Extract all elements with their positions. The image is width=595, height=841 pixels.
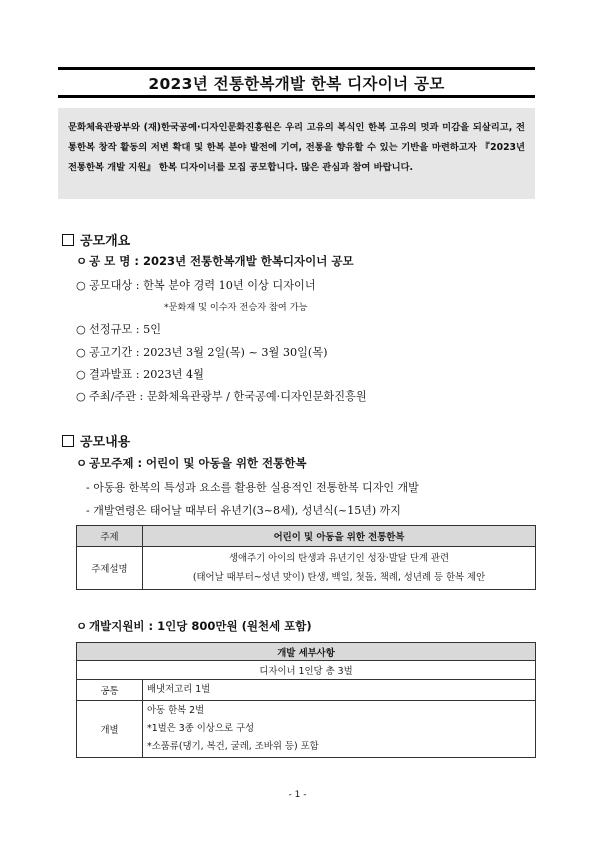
section-heading-content: 공모내용: [62, 431, 130, 450]
overview-name: ㅇ 공 모 명 : 2023년 전통한복개발 한복디자이너 공모: [76, 254, 354, 268]
content-theme: ㅇ 공모주제 : 어린이 및 아동을 위한 전통한복: [76, 456, 307, 470]
table-row: [77, 547, 536, 590]
title-banner: [58, 67, 535, 98]
overview-host: ○ 주최/주관 : 문화체육관광부 / 한국공예·디자인문화진흥원: [76, 390, 367, 403]
table-row: [77, 661, 536, 680]
table-cell: [143, 547, 536, 590]
support-fee: ㅇ 개발지원비 : 1인당 800만원 (원천세 포함): [76, 619, 312, 633]
circle-bullet-icon: ○: [76, 279, 86, 292]
table-row: [77, 643, 536, 661]
table-row: [77, 526, 536, 547]
detail-line: 아동 한복 2벌: [147, 705, 205, 716]
page-number: - 1 -: [288, 790, 307, 800]
overview-scale: ○ 선정규모 : 5인: [76, 323, 162, 336]
detail-line: *1벌은 3종 이상으로 구성: [147, 723, 255, 734]
overview-target: ○ 공모대상 : 한복 분야 경력 10년 이상 디자이너: [76, 279, 316, 292]
table-cell: 주제설명: [77, 547, 143, 590]
circle-bullet-icon: ○: [76, 390, 86, 403]
overview-target-note: *문화재 및 이수자 전승자 참여 가능: [164, 302, 308, 313]
detail-line: *소품류(댕기, 복건, 굴레, 조바위 등) 포함: [147, 741, 319, 752]
circle-bullet-icon: ○: [76, 368, 86, 381]
table-header-cell: 주제: [77, 526, 143, 547]
table-cell: 디자이너 1인당 총 3벌: [77, 661, 536, 680]
theme-table: [76, 525, 536, 590]
overview-period: ○ 공고기간 : 2023년 3월 2일(목) ~ 3월 30일(목): [76, 346, 328, 359]
checkbox-square-icon: [62, 234, 74, 246]
table-cell: 공통: [77, 680, 143, 701]
table-cell: [143, 701, 536, 758]
table-cell: 배냇저고리 1벌: [143, 680, 536, 701]
circle-bullet-icon: ○: [76, 346, 86, 359]
table-row: [77, 701, 536, 758]
development-table: [76, 642, 536, 758]
table-row: [77, 680, 536, 701]
table-header-cell: 어린이 및 아동을 위한 전통한복: [143, 526, 536, 547]
circle-bullet-icon: ㅇ: [76, 254, 88, 268]
intro-paragraph: 문화체육관광부와 (재)한국공예·디자인문화진흥원은 우리 고유의 복식인 한복 고유의 멋과 미감을 되살리고, 전통한복 창작 활동의 저변 확대 및 한복 분야 발전에 기여, 전통을 향유할 수 있는 기반을 마련하고자 『2023년 전통한복 개발 지원』 한복 디자이너를 모집 공모합니다. 많은 관심과 참여 바랍니다.: [58, 108, 535, 199]
circle-bullet-icon: ○: [76, 323, 86, 336]
overview-result: ○ 결과발표 : 2023년 4월: [76, 368, 204, 381]
section-heading-overview: 공모개요: [62, 230, 130, 249]
circle-bullet-icon: ㅇ: [76, 619, 88, 633]
content-dash-2: - 개발연령은 태어날 때부터 유년기(3~8세), 성년식(~15년) 까지: [86, 504, 401, 517]
circle-bullet-icon: ㅇ: [76, 456, 88, 470]
checkbox-square-icon: [62, 435, 74, 447]
theme-desc-line: (태어날 때부터~성년 맞이) 탄생, 백일, 첫돌, 책례, 성년례 등 한복 제안: [192, 572, 486, 583]
table-cell: 개별: [77, 701, 143, 758]
theme-desc-line: 생애주기 아이의 탄생과 유년기인 성장·발달 단계 관련: [228, 553, 450, 564]
table-header-cell: 개발 세부사항: [77, 643, 536, 661]
content-dash-1: - 아동용 한복의 특성과 요소를 활용한 실용적인 전통한복 디자인 개발: [86, 481, 419, 494]
page-title: 2023년 전통한복개발 한복 디자이너 공모: [148, 74, 445, 93]
